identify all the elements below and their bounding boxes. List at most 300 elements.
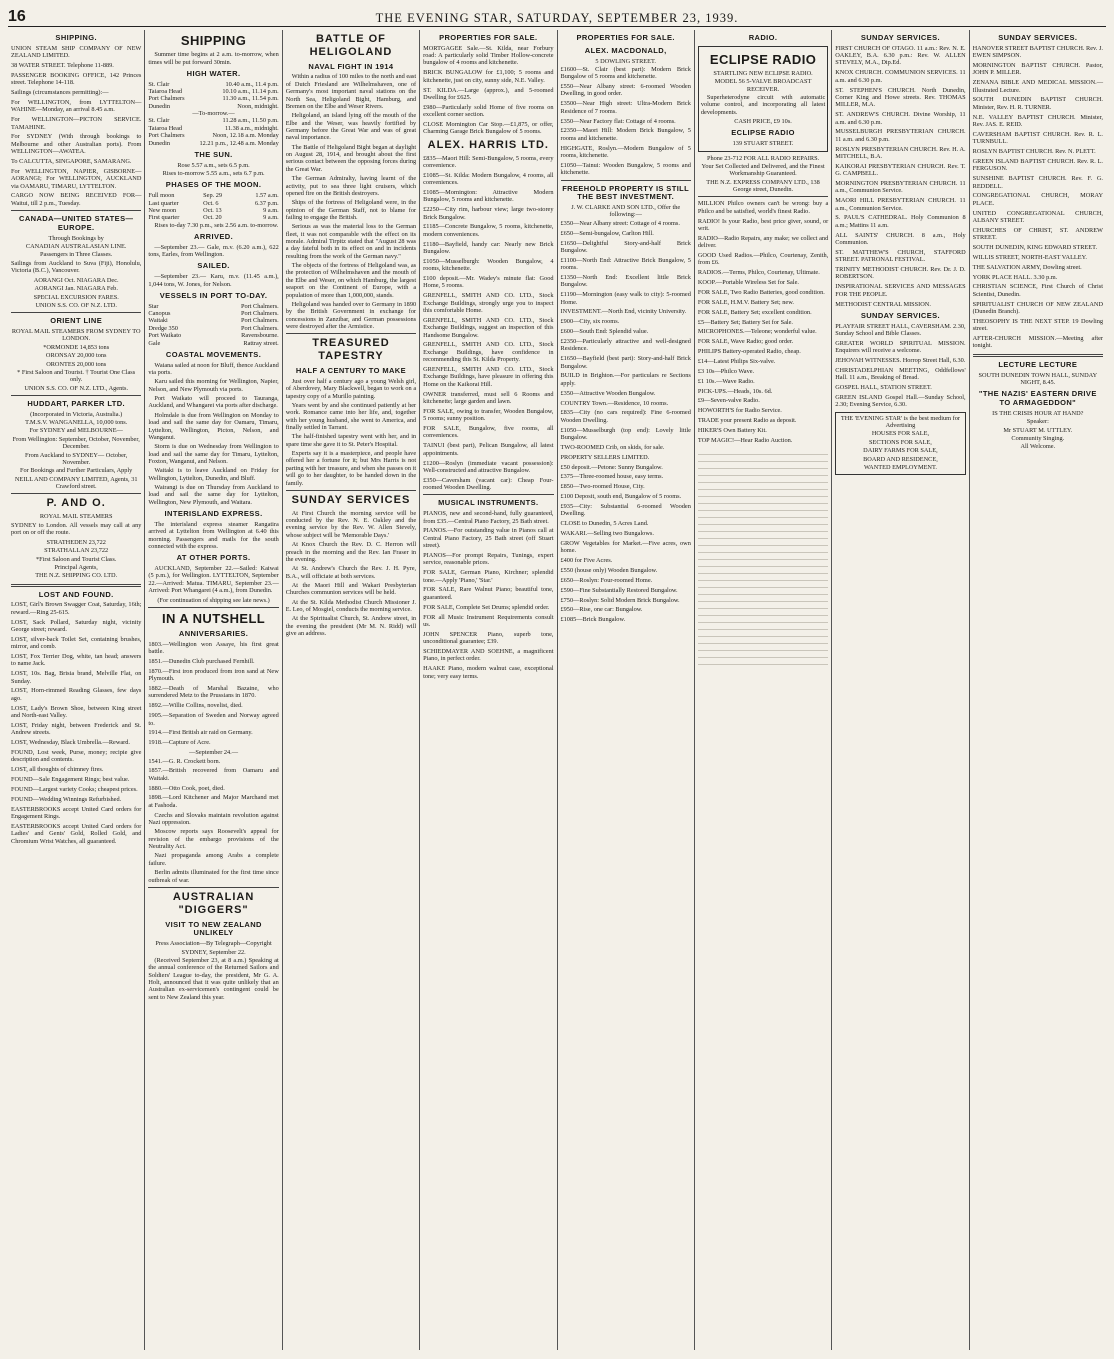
coastal-para: Port Waikato will proceed to Tauranga, Auckland, and Whangarei via ports after discharge.	[148, 395, 279, 410]
article-heading: BATTLE OF HELIGOLAND	[309, 33, 393, 58]
church-ad: UNITED CONGREGATIONAL CHURCH, ALBANY STREET.	[972, 209, 1103, 224]
shipping-ad: To CALCUTTA, SINGAPORE, SAMARANG.	[11, 157, 132, 165]
tapestry-para: The half-finished tapestry went with her, and in spare time she gave it to St. Peter's Hospital.	[285, 433, 417, 448]
church-ad: ZENANA BIBLE AND MEDICAL MISSION.—Illustrated Lecture.	[972, 79, 1103, 94]
sailed-text: —September 23.— Karu, m.v. (11.45 a.m.), 1,044 tons, W. Jones, for Nelson.	[148, 273, 279, 288]
radio-ad: TRADE your present Radio as deposit.	[697, 417, 797, 425]
anniversary-line: 1914.—First British air raid on Germany.	[148, 729, 253, 737]
moon-note: Rises to-day 7.30 p.m., sets 2.56 a.m. to-morrow.	[154, 221, 279, 229]
column-shipping-ads	[8, 30, 145, 1350]
radio-ad: GOOD Used Radios.—Philco, Courtenay, Zenith, from £6.	[697, 252, 829, 267]
huddart-line: NEILL AND COMPANY LIMITED, Agents, 31 Crawford street.	[14, 475, 138, 490]
article-para: The objects of the fortress of Heligoland was, as the protection of Wilhelmshaven and the mouth of the Elbe and Weser, on which Hamburg, the largest seaport on the Continent of Europe, with a population of more than 1,000,000, stands.	[285, 262, 417, 299]
property-ad: £350—Near Albany street: Cottage of 4 rooms.	[560, 219, 680, 227]
property-ad: £750—Roslyn: Solid Modern Brick Bungalow.	[560, 596, 680, 604]
sunday-services-heading: SUNDAY SERVICES.	[860, 310, 941, 320]
nutshell-para: Berlin admits illuminated for the first time since outbreak of war.	[148, 869, 279, 884]
nutshell-heading: IN A NUTSHELL	[161, 610, 266, 626]
property-ad: £650—Roslyn: Four-roomed Home.	[560, 576, 653, 584]
lost-ad: LOST, 10s. Bag, Brisia brand, Melville Flat, on Sunday.	[11, 670, 142, 685]
music-ad: PIANOS.—For outstanding value in Pianos call at Central Piano Factory, 25 Bath street (off Stuart street).	[423, 527, 554, 550]
table-row: —To-morrow.—	[192, 110, 235, 118]
lecture-venue: SOUTH DUNEDIN TOWN HALL, SUNDAY NIGHT, 8.45.	[978, 371, 1098, 386]
table-row: Last quarter Oct. 6 6.37 p.m.	[148, 199, 279, 207]
tapestry-para: Years went by and she continued patiently at her work. Romance came into her life, and, together with her young husband, she went to America, and finally settled in Tarrant.	[285, 401, 417, 431]
coastal-para: Storm is due on Wednesday from Wellington to load and sail the same day for Timaru, Lyttelton, Foxton, Wanganui, and Nelson.	[148, 443, 279, 465]
canada-line: AORANGI Jan. NIAGARA Feb.	[34, 285, 118, 293]
church-ad: S. PAUL'S CATHEDRAL. Holy Communion 8 a.m.; Mattins 11 a.m.	[835, 214, 966, 229]
orient-line: *ORMONDE 14,853 tons	[43, 343, 110, 351]
radio-ad: PICK-UPS.—Heads, 10s. 6d.	[697, 387, 773, 395]
column-church-services-1	[832, 30, 969, 1350]
sunday-para: At Knox Church the Rev. D. C. Herron will preach in the morning and the Rev. Ian Fraser in the evening.	[285, 541, 417, 563]
article-para: Ships of the fortress of Heligoland were, in the opinion of the German Staff, not to blame for failing to engage the British.	[285, 199, 417, 221]
property-ad: CLOSE to Dunedin, 5 Acres Land.	[560, 520, 649, 528]
church-ad: THE SALVATION ARMY, Dowling street.	[972, 263, 1082, 271]
vessels-table	[148, 303, 278, 347]
radio-ad: KOOP.—Portable Wireless Set for Sale.	[697, 279, 799, 287]
radio-ad: RADIO! Is your Radio, best price giver, sound, or writ.	[697, 217, 829, 232]
music-ad: FOR SALE, Rare Walnut Piano; beautiful tone, guaranteed.	[423, 586, 554, 601]
promo-item: HOUSES FOR SALE,	[871, 430, 930, 438]
property-ad: GROW Vegetables for Market.—Five acres, own home.	[560, 539, 691, 555]
freehold-heading: FREEHOLD PROPERTY IS STILL THE BEST INVESTMENT.	[562, 183, 690, 202]
po-line: THE N.Z. SHIPPING CO. LTD.	[35, 572, 118, 580]
anniversary-line: 1892.—Willie Collins, novelist, died.	[148, 702, 243, 710]
property-ad: £1050—Musselburgh (top end): Lovely little Bungalow.	[560, 426, 691, 441]
tapestry-para: Just over half a century ago a young Welsh girl, of Aberdovey, Mary Blackwell, began to work on a tapestry copy of a Murillo painting.	[285, 377, 417, 400]
church-ad: ALL SAINTS' CHURCH. 8 a.m., Holy Communion.	[835, 231, 966, 247]
table-row: Dunedin Noon, midnight.	[148, 102, 279, 110]
table-row: Taiaroa Head 11.38 a.m., midnight.	[148, 124, 279, 132]
evening-star-promo	[835, 412, 965, 476]
interisland-heading: INTERISLAND EXPRESS.	[164, 509, 263, 519]
property-ad: WAKARI.—Selling two Bungalows.	[560, 530, 654, 538]
nutshell-para: Moscow reports says Roosevelt's appeal for revision of the embargo provisions of the Neutrality Act.	[148, 828, 279, 851]
church-ad: PLAYFAIR STREET HALL, CAVERSHAM. 2.30, Sunday School and Bible Classes.	[835, 322, 966, 338]
huddart-heading: HUDDART, PARKER LTD.	[27, 399, 126, 408]
interisland-text: The interisland express steamer Rangatira arrived at Lyttelton from Wellington at 6.40 this morning. Passengers and mails for the south connected with the express.	[148, 520, 279, 550]
summer-time-note: Summer time begins at 2 a.m. to-morrow, when times will be put forward 30min.	[148, 51, 279, 66]
lecture-ad	[973, 361, 1103, 451]
property-ad: £2250—City rim, harbour view; large two-storey Brick Bungalow.	[423, 206, 554, 221]
church-ad: CHRISTIAN SCIENCE, First Church of Christ Scientist, Dunedin.	[972, 283, 1103, 298]
property-ad: £590—Fine Substantially Restored Bungalow.	[560, 586, 678, 594]
table-row: Dredge 350 Port Chalmers.	[148, 324, 279, 332]
continuation-note: (For continuation of shipping see late news.)	[157, 596, 270, 604]
diggers-heading: AUSTRALIAN "DIGGERS"	[172, 890, 255, 916]
church-ad: SPIRITUALIST CHURCH OF NEW ZEALAND (Dunedin Branch).	[972, 300, 1103, 316]
property-ad: £3500—Near High street: Ultra-Modern Brick Residence of 7 rooms.	[560, 100, 691, 115]
high-water-heading: HIGH WATER.	[186, 68, 241, 78]
lost-ad: LOST, silver-back Toilet Set, containing brushes, mirror, and comb.	[11, 635, 142, 651]
orient-heading: ORIENT LINE	[50, 316, 103, 326]
property-ad: £100 Deposit, south end, Bungalow of 5 rooms.	[560, 493, 682, 501]
table-row: Star Port Chalmers.	[148, 302, 279, 310]
huddart-line: (Incorporated in Victoria, Australia.)	[30, 410, 123, 418]
lecture-speaker: Mr STUART M. UTTLEY.	[1003, 426, 1073, 434]
radio-ad: £14—Latest Philips Six-valve.	[697, 358, 776, 366]
music-ad: HAAKE Piano, modern walnut case, exceptional tone; very easy terms.	[423, 665, 554, 680]
promo-item: BOARD AND RESIDENCE,	[863, 455, 938, 463]
section-heading: SHIPPING.	[55, 33, 97, 42]
lost-ad: FOUND, Lost week, Purse, money; recipie give description and contents.	[11, 748, 142, 764]
lost-ad: FOUND—Largest variety Cooks; cheapest prices.	[11, 785, 138, 793]
church-ad: KNOX CHURCH. COMMUNION SERVICES. 11 a.m. and 6.30 p.m.	[835, 69, 966, 84]
lost-ad: LOST, Fox Terrier Dog, white, tan head; answers to name Jack.	[11, 653, 142, 668]
table-row: Dunedin 12.21 p.m., 12.48 a.m. Monday	[148, 139, 279, 147]
church-ad: JEHOVAH WITNESSES. Horrop Street Hall, 6.30.	[835, 357, 966, 365]
columns	[8, 30, 1106, 1350]
moon-heading: PHASES OF THE MOON.	[165, 180, 262, 190]
coastal-para: Karu sailed this morning for Wellington, Napier, Nelson, and New Plymouth via ports.	[148, 378, 279, 393]
date-subheading: —September 24.—	[189, 749, 239, 757]
property-ad: £400 for Five Acres.	[560, 557, 613, 565]
sailed-heading: SAILED.	[197, 261, 230, 271]
table-row: Port Chalmers Noon, 12.18 a.m. Monday	[148, 132, 279, 140]
grenfell-ad: GRENFELL, SMITH AND CO. LTD., Stock Exchange Buildings, suggest an inspection of this Handsome Bungalow.	[423, 316, 554, 339]
orient-line: ORONTES 20,000 tons	[46, 360, 107, 368]
property-ad: TAINUI (best part), Pelican Bungalow, all latest appointments.	[423, 442, 554, 457]
property-ad: £980—Particularly solid Home of five rooms on excellent corner section.	[423, 103, 554, 119]
lecture-title: "THE NAZIS' EASTERN DRIVE TO ARMAGEDDON"	[978, 389, 1097, 408]
church-ad: METHODIST CENTRAL MISSION.	[835, 300, 931, 308]
sun-heading: THE SUN.	[194, 149, 233, 159]
collect-line: Your Set Collected and Delivered, and the Finest Workmanship Guaranteed.	[701, 162, 825, 178]
property-ad: £50 deposit.—Petone: Sunny Bungalow.	[560, 463, 663, 471]
property-ad: £1100—North End: Attractive Brick Bungalow, 5 rooms.	[560, 256, 691, 272]
music-ad: JOHN SPENCER Piano, superb tone, unconditional guarantee; £39.	[423, 630, 554, 646]
table-row: Gale Rattray street.	[148, 339, 279, 347]
property-ad: £1650—Bayfield (best part): Story-and-half Brick Bungalow.	[560, 355, 691, 370]
sunday-para: At St. Andrew's Church the Rev. J. H. Pyre, B.A., will officiate at both services.	[285, 565, 417, 580]
huddart-line: For SYDNEY and MELBOURNE—	[29, 427, 123, 435]
anniversary-line: 1880.—Otto Cook, poet, died.	[148, 784, 225, 792]
section-heading: SHIPPING	[180, 33, 247, 48]
promo-item: SECTIONS FOR SALE,	[869, 438, 932, 446]
property-ad: BUILD in Brighton.—For particulars re Sections apply.	[560, 372, 691, 387]
church-ad: MUSSELBURGH PRESBYTERIAN CHURCH. 11 a.m. and 6.30 p.m.	[835, 128, 966, 143]
sunday-services-heading: SUNDAY SERVICES	[291, 493, 411, 506]
table-row: New moon Oct. 13 9 a.m.	[148, 206, 279, 214]
sun-line: Rises to-morrow 5.55 a.m., sets 6.7 p.m.	[162, 170, 265, 178]
column-church-services-2	[970, 30, 1106, 1350]
radio-ad: FOR SALE, Battery Set; excellent condition.	[697, 308, 812, 316]
coastal-heading: COASTAL MOVEMENTS.	[165, 349, 262, 359]
grenfell-ad: GRENFELL, SMITH AND CO. LTD., Stock Exchange Buildings, strongly urge you to inspect this comfortable Home.	[423, 292, 554, 315]
church-ad: CAVERSHAM BAPTIST CHURCH. Rev. R. L. TURNBULL.	[972, 130, 1103, 146]
eclipse-radio-ad	[698, 46, 828, 152]
column-radio	[695, 30, 832, 1350]
property-ad: £1200—Roslyn (immediate vacant possession): Well-constructed and attractive Bungalow.	[423, 459, 554, 474]
property-ad: £950—Rise, one car: Bungalow.	[560, 606, 643, 614]
coastal-para: Waiana sailed at noon for Bluff, thence Auckland via ports.	[148, 361, 279, 376]
huddart-line: For Bookings and Further Particulars, Apply	[20, 467, 133, 475]
column-shipping-news	[145, 30, 282, 1350]
coastal-para: Waitaki is to leave Auckland on Friday for Wellington, Lyttelton, Dunedin, and Bluff.	[148, 467, 279, 482]
eclipse-store: ECLIPSE RADIO	[731, 128, 795, 138]
radio-ad: HIKER'S Own Battery Kit.	[697, 427, 767, 435]
property-ad: COUNTRY Town.—Residence, 10 rooms.	[560, 399, 669, 407]
agent-name: ALEX. MACDONALD,	[584, 45, 667, 55]
shipping-ad: Sailings (circumstances permitting):—	[11, 89, 109, 97]
property-ad: £2350—Maori Hill: Modern Brick Bungalow, 5 rooms and kitchenette.	[560, 127, 691, 142]
lost-ad: LOST, Friday night, between Frederick and St. Andrew streets.	[11, 721, 142, 737]
property-ad: £1185—Concrete Bungalow, 5 rooms, kitchenette, modern conveniences.	[423, 223, 554, 238]
lost-ad: EASTERBROOKS accept United Card orders for Ladies' and Gents' Gold, Rolled Gold, and Chromium Wrist Watches, all guaranteed.	[11, 822, 142, 845]
orient-line: * First Saloon and Tourist. † Tourist One Class only.	[17, 368, 136, 384]
diggers-subheading: VISIT TO NEW ZEALAND UNLIKELY	[165, 919, 262, 938]
radio-ad: MILLION Philco owners can't be wrong: buy a Philco and be satisfied, world's finest Radio.	[697, 200, 829, 215]
church-ad: WILLIS STREET, NORTH-EAST VALLEY.	[972, 253, 1087, 261]
lost-ad: LOST, Girl's Brown Swagger Coat, Saturday, 16th; reward.—Ring 25-615.	[11, 601, 142, 616]
sunday-para: At the Spiritualist Church, St. Andrew street, in the evening the president (Mr M. N. Ridd) will give an address.	[285, 615, 417, 638]
church-ad: SOUTH DUNEDIN BAPTIST CHURCH. Minister, Rev. H. R. TURNER.	[972, 96, 1103, 111]
illegible-small-print	[698, 448, 828, 668]
anniversary-line: 1918.—Capture of Acre.	[148, 739, 211, 747]
church-ad: INSPIRATIONAL SERVICES AND MESSAGES FOR THE PEOPLE.	[835, 283, 966, 298]
lost-ad: LOST, Horn-rimmed Reading Glasses, few days ago.	[11, 687, 142, 702]
tapestry-subheading: HALF A CENTURY TO MAKE	[295, 366, 407, 376]
lost-found-heading: LOST AND FOUND.	[38, 589, 114, 599]
article-para: Within a radius of 100 miles to the north and east of Dutch Friesland are Wilhelmshaven, one of Germany's most important naval stations on the North Sea, Heligoland Bight, Hamburg, and Bremen on the Elbe and Weser Rivers.	[285, 73, 417, 110]
anniversary-line: 1870.—First iron produced from iron sand at New Plymouth.	[148, 667, 279, 683]
church-ad: YORK PLACE HALL. 3.30 p.m.	[972, 273, 1058, 281]
property-ad: £1600—St. Clair (best part): Modern Brick Bungalow of 5 rooms and kitchenette.	[560, 65, 691, 81]
eclipse-address: 139 STUART STREET.	[732, 140, 794, 148]
church-ad: THEOSOPHY IS THE NEXT STEP. 19 Dowling street.	[972, 317, 1103, 333]
orient-line: UNION S.S. CO. OF N.Z. LTD., Agents.	[24, 384, 129, 392]
church-ad: ST. MATTHEW'S CHURCH, STAFFORD STREET. PATRONAL FESTIVAL.	[835, 248, 966, 264]
tapestry-para: Experts say it is a masterpiece, and people have offered her a fortune for it; but Mrs Harris is not parting with her treasure, and when she passes on it will go to her daughter, to be handed down in the family.	[285, 450, 417, 487]
section-heading: SUNDAY SERVICES.	[860, 33, 941, 42]
property-ad: £350—Attractive Wooden Bungalow.	[560, 389, 656, 397]
eclipse-description: Superheterodyne circuit with automatic volume control, and incorporating all latest developments.	[700, 94, 826, 116]
shipping-ad: For WELLINGTON, from LYTTELTON—WAHINE—Monday, an arrival 8.45 a.m.	[11, 98, 142, 114]
property-ad: CLOSE Mornington Car Stop.—£1,875, or offer, Charming Garage Brick Bungalow of 5 rooms.	[423, 121, 554, 136]
property-ad: £375—Three-roomed house, easy terms.	[560, 473, 664, 481]
section-heading: PROPERTIES FOR SALE.	[439, 33, 538, 42]
table-row: Port Waikato Ravensbourne.	[148, 332, 279, 340]
table-row: Canopus Port Chalmers.	[148, 310, 279, 318]
property-ad: £835—Maori Hill: Semi-Bungalow, 5 rooms, every convenience.	[423, 154, 554, 169]
canada-line: SPECIAL EXCURSION FARES.	[33, 293, 119, 301]
table-row: St. Clair 11.28 a.m., 11.50 p.m.	[148, 117, 279, 125]
anniversary-line: 1851.—Dunedin Club purchased Fernhill.	[148, 658, 255, 666]
canada-line: Passengers in Three Classes.	[40, 251, 113, 259]
orient-line: ORONSAY 20,000 tons	[45, 352, 107, 360]
diggers-text: (Received September 23, at 8 a.m.) Speaking at the annual conference of the Returned Sailors and Soldiers' League to-day, the president, Mr G. A. Holt, announced that it was quite unlikely that an Australian ex-servicemen's contingent could be sent to New Zealand this year.	[148, 956, 279, 1001]
po-line: SYDNEY to London. All vessels may call at any port on or off the route.	[11, 521, 142, 536]
publication-line: THE EVENING STAR, SATURDAY, SEPTEMBER 23, 1939.	[375, 11, 739, 25]
table-row: Taiaroa Head 10.10 a.m., 11.14 p.m.	[148, 88, 279, 96]
church-ad: ROSLYN BAPTIST CHURCH. Rev. N. PLETT.	[972, 148, 1096, 156]
anniversary-line: 1857.—British recovered from Oamaru and Waitaki.	[148, 767, 279, 782]
huddart-line: T.M.S.V. WANGANELLA, 10,000 tons.	[25, 419, 128, 427]
eclipse-subtitle: STARTLING NEW ECLIPSE RADIO.	[713, 69, 813, 77]
radio-ad: RADIOS.—Terms, Philco, Courtenay, Ultimate.	[697, 269, 820, 277]
promo-item: DAIRY FARMS FOR SALE,	[863, 447, 938, 455]
masthead	[8, 4, 1106, 27]
property-ad: £1350—North End: Excellent little Brick Bungalow.	[560, 273, 691, 289]
table-row: St. Clair 10.40 a.m., 11.4 p.m.	[148, 80, 279, 88]
church-ad: GOSPEL HALL, STATION STREET.	[835, 384, 932, 392]
property-ad: £100 deposit.—Mr. Wadey's minute flat: Good Home, 5 rooms.	[423, 275, 554, 290]
huddart-line: From Wellington: September, October, November, December.	[12, 435, 140, 451]
music-ad: PIANOS, new and second-hand, fully guaranteed, from £35.—Central Piano Factory, 25 Bath street.	[423, 510, 554, 525]
property-ad: £1190—Mornington (easy walk to city): 5-roomed Home.	[560, 291, 691, 306]
shipping-ad: UNION STEAM SHIP COMPANY OF NEW ZEALAND LIMITED.	[11, 44, 142, 60]
coastal-para: Wairangi is due on Thursday from Auckland to load and sail the same day for Lyttelton, Wellington, New Plymouth, and Waitara.	[148, 484, 279, 506]
property-ad: FOR SALE, Bungalow, five rooms, all conveniences.	[423, 425, 554, 440]
property-ad: £350—Near Factory flat: Cottage of 4 rooms.	[560, 117, 676, 125]
property-ad: FOR SALE, owing to transfer, Wooden Bungalow, 5 rooms; sunny position.	[423, 407, 554, 423]
music-ad: FOR all Music Instrument Requirements consult us.	[423, 613, 554, 628]
shipping-ad: For WELLINGTON, NAPIER, GISBORNE—AORANGI; For WELLINGTON, AUCKLAND via OAMARU, TIMARU, LYTTELTON.	[11, 167, 142, 190]
church-ad: GREEN ISLAND BAPTIST CHURCH. Rev. R. L. FERGUSON.	[972, 157, 1103, 173]
phone-line: Phone 23-712 FOR ALL RADIO REPAIRS.	[706, 154, 820, 162]
church-ad: MAORI HILL PRESBYTERIAN CHURCH. 11 a.m., Communion Service.	[835, 197, 966, 212]
shipping-ad: 38 WATER STREET. Telephone 11-889.	[11, 61, 114, 69]
music-ad: PIANOS—For prompt Repairs, Tunings, expert service, reasonable prices.	[423, 552, 554, 567]
shipping-ad: For WELLINGTON—PICTON SERVICE. TAMAHINE.	[11, 116, 142, 131]
vessels-heading: VESSELS IN PORT TO-DAY.	[159, 290, 268, 300]
church-ad: MORNINGTON PRESBYTERIAN CHURCH. 11 a.m., Communion Service.	[835, 180, 966, 195]
property-ad: INVESTMENT.—North End, vicinity University.	[560, 308, 687, 316]
huddart-line: From Auckland to SYDNEY— October, November.	[24, 451, 128, 466]
table-row: Port Chalmers 11.30 a.m., 11.54 p.m.	[148, 95, 279, 103]
property-ad: £550—Near Albany street: 6-roomed Wooden Dwelling, in good order.	[560, 83, 691, 98]
agent-address: 5 DOWLING STREET.	[595, 57, 656, 65]
property-ad: BRICK BUNGALOW for £1,100; 5 rooms and kitchenette, just on city, sunny side, N.E. Valley.	[423, 69, 554, 84]
property-ad: £1050—Tainui: Wooden Bungalow, 5 rooms and kitchenette.	[560, 161, 691, 177]
section-heading: RADIO.	[748, 33, 778, 42]
shipping-ads	[11, 45, 141, 207]
church-ad: SOUTH DUNEDIN, KING EDWARD STREET.	[972, 244, 1098, 252]
property-ad: £650—Semi-bungalow, Carlton Hill.	[560, 229, 654, 237]
press-credit: Press Association—By Telegraph—Copyright	[155, 940, 272, 948]
anniversary-line: 1541.—G. R. Crockett born.	[148, 757, 221, 765]
freehold-agent: J. W. CLARKE AND SON LTD., Offer the following:—	[571, 204, 681, 219]
lecture-question: IS THE CRISIS HOUR AT HAND?	[992, 409, 1084, 417]
canada-line: AORANGI Oct. NIAGARA Dec.	[33, 276, 119, 284]
music-ad: SCHIEDMAYER AND SOEHNE, a magnificent Piano, in perfect order.	[423, 647, 554, 663]
property-ad: £1050—Musselburgh: Wooden Bungalow, 4 rooms, kitchenette.	[423, 257, 554, 273]
lost-ad: FOUND—Sale Engagement Rings; best value.	[11, 776, 130, 784]
radio-ad: £9—Seven-valve Radio.	[697, 397, 760, 405]
property-ad: £1085—Mornington: Attractive Modern Bungalow, 5 rooms and kitchenette.	[423, 189, 554, 204]
eclipse-price: CASH PRICE, £9 10s.	[734, 118, 792, 126]
canada-line: CANADIAN AUSTRALASIAN LINE.	[25, 242, 127, 250]
article-para: Heligoland, an island lying off the mouth of the Elbe and the Weser, was heavily fortified by Germany before the Great War and was of great naval importance.	[285, 112, 417, 142]
property-ad: £350—Caversham (vacant car): Cheap Four-roomed Wooden Dwelling.	[423, 476, 554, 492]
property-ad: £600—South End: Splendid value.	[560, 328, 649, 336]
article-subheading: NAVAL FIGHT IN 1914	[308, 61, 394, 71]
article-para: The Battle of Heligoland Bight began at daylight on August 28, 1914, and brought about the first serious contact between the opposing forces during the Great War.	[285, 143, 417, 173]
lost-ad: EASTERBROOKS accept United Card orders for Engagement Rings.	[11, 805, 142, 820]
agent-name: ALEX. HARRIS LTD.	[427, 138, 549, 151]
orient-line: ROYAL MAIL STEAMERS FROM SYDNEY TO LONDON.	[11, 328, 141, 343]
lost-ad: FOUND—Wedding Winnings Refurbished.	[11, 795, 122, 803]
po-line: Principal Agents,	[54, 563, 98, 571]
church-ad: ST. STEPHEN'S CHURCH. North Dunedin, Corner King and Howe streets. Rev. THOMAS MILLER, M.A.	[835, 86, 966, 109]
property-ad: MORTGAGEE Sale.—St. Kilda, near Forbury road: A particularly solid Timber Hollow-concrete bungalow of 4 rooms and kitchenette.	[423, 44, 554, 67]
lost-ad: LOST, all thoughts of chimney fires.	[11, 766, 104, 774]
promo-text: THE 'EVENING STAR' is the best medium for Advertising	[840, 414, 960, 430]
property-ad: £935—City: Substantial 6-roomed Wooden Dwelling.	[560, 502, 691, 518]
column-articles	[283, 30, 420, 1350]
arrived-heading: ARRIVED.	[194, 231, 234, 241]
lecture-heading: LECTURE LECTURE	[998, 359, 1078, 369]
grenfell-ad: GRENFELL, SMITH AND CO. LTD., Stock Exchange Buildings, have confidence in recommending this St. Kilda Property.	[423, 341, 554, 364]
eclipse-title: ECLIPSE RADIO	[709, 51, 817, 67]
church-ad: GREEN ISLAND Gospel Hall.—Sunday School, 2.30; Evening Service, 6.30.	[835, 394, 966, 409]
radio-ad: HOWORTH'S for Radio Service.	[697, 407, 782, 415]
property-ad: £1085—St. Kilda: Modern Bungalow, 4 rooms, all conveniences.	[423, 171, 554, 187]
property-ad: TWO-ROOMED Crib, on skids, for sale.	[560, 443, 665, 451]
table-row: First quarter Oct. 20 9 a.m.	[148, 214, 279, 222]
radio-ad: £3 10s—Philco Wave.	[697, 367, 755, 375]
radio-ad: FOR SALE, H.M.V. Battery Set; new.	[697, 298, 794, 306]
property-ad: £900—City, six rooms.	[560, 318, 620, 326]
nutshell-para: Czechs and Slovaks maintain revolution against Nazi oppression.	[148, 811, 279, 827]
sunday-para: At First Church the morning service will be conducted by the Rev. N. E. Oakley and the evening service by the Rev. W. Allen Stevely, whose subject will be 'Memorable Days.'	[285, 509, 417, 539]
canada-line: Sailings from Auckland to Suva (Fiji), Honolulu, Victoria (B.C.), Vancouver.	[11, 259, 142, 275]
property-ad: HIGHGATE, Roslyn.—Modern Bungalow of 5 rooms, kitchenette.	[560, 144, 691, 159]
church-ad: TRINITY METHODIST CHURCH. Rev. Dr. J. D. ROBERTSON.	[835, 266, 966, 281]
po-heading: P. AND O.	[46, 497, 106, 510]
church-ad: CHURCHES OF CHRIST, ST. ANDREW STREET.	[972, 226, 1103, 242]
church-ad: N.E. VALLEY BAPTIST CHURCH. Minister, Rev. JAS. E. REID.	[972, 113, 1103, 128]
shipping-ad: CARGO NOW BEING RECEIVED FOR— Waitui, till 2 p.m., Tuesday.	[11, 192, 142, 207]
radio-ad: £5—Battery Set; Battery Set for Sale.	[697, 318, 794, 326]
church-ad: GREATER WORLD SPIRITUAL MISSION. Enquirers will receive a welcome.	[835, 339, 966, 355]
dateline: SYDNEY, September 22.	[181, 948, 246, 956]
radio-ad: FOR SALE, Two Radio Batteries, good condition.	[697, 289, 825, 296]
column-properties-2	[558, 30, 695, 1350]
anniversary-line: 1905.—Separation of Sweden and Norway agreed to.	[148, 712, 279, 727]
church-ad: KAIKORAI PRESBYTERIAN CHURCH. Rev. T. G. CAMPBELL.	[835, 162, 966, 178]
anniversary-line: 1898.—Lord Kitchener and Major Marchand met at Fashoda.	[148, 794, 279, 809]
radio-ad: PHILIPS Battery-operated Radio, cheap.	[697, 348, 801, 356]
column-properties-1	[420, 30, 557, 1350]
property-ad: £550 (house only) Wooden Bungalow.	[560, 566, 658, 574]
shipping-ad: PASSENGER BOOKING OFFICE, 142 Princes street. Telephone 14-118.	[11, 71, 142, 87]
po-line: *First Saloon and Tourist Class.	[35, 555, 117, 563]
anniversaries-heading: ANNIVERSARIES.	[178, 629, 249, 639]
property-ad: OWNER transferred, must sell 6 Rooms and kitchenette; large garden and lawn.	[423, 390, 554, 405]
music-ad: FOR SALE, German Piano, Kirchner; splendid tone.—Apply 'Piano,' 'Star.'	[423, 569, 554, 584]
tapestry-heading: TREASURED TAPESTRY	[312, 337, 390, 363]
church-ad: ROSLYN PRESBYTERIAN CHURCH. Rev. H. A. MITCHELL, B.A.	[835, 145, 966, 160]
church-ad: FIRST CHURCH OF OTAGO. 11 a.m.: Rev. N. E. OAKLEY, B.A. 6.30 p.m.: Rev. W. ALLEN STEVELY, M.A., Dip.Ed.	[835, 44, 966, 67]
eclipse-model: MODEL 56 5-VALVE BROADCAST RECEIVER.	[714, 78, 812, 93]
radio-ad: TOP MAGIC!—Hear Radio Auction.	[697, 436, 793, 444]
church-ad: CHRISTADELPHIAN MEETING, Oddfellows' Hall. 11 a.m., Breaking of Bread.	[835, 366, 966, 382]
lost-ad: LOST, Sack Pollard, Saturday night, vicinity George street; reward.	[11, 618, 142, 633]
lecture-welcome: All Welcome.	[1020, 443, 1056, 451]
po-line: ROYAL MAIL STEAMERS	[39, 513, 113, 521]
nutshell-para: Nazi propaganda among Arabs a complete failure.	[148, 852, 279, 867]
radio-ad: RADIO—Radio Repairs, any make; we collect and deliver.	[697, 234, 829, 250]
property-ad: ST. KILDA.—Large (approx.), and 5-roomed Dwelling for £625.	[423, 86, 554, 101]
po-line: STRATHEDEN 23,722	[46, 538, 106, 546]
church-ad: ST. ANDREW'S CHURCH. Divine Worship, 11 a.m. and 6.30 p.m.	[835, 111, 966, 126]
moon-table	[148, 192, 278, 221]
church-ad: MORNINGTON BAPTIST CHURCH. Pastor, JOHN P. MILLER.	[972, 61, 1103, 77]
page-number: 16	[8, 8, 26, 25]
church-ad: SUNSHINE BAPTIST CHURCH. Rev. F. G. REDDELL.	[972, 175, 1103, 190]
